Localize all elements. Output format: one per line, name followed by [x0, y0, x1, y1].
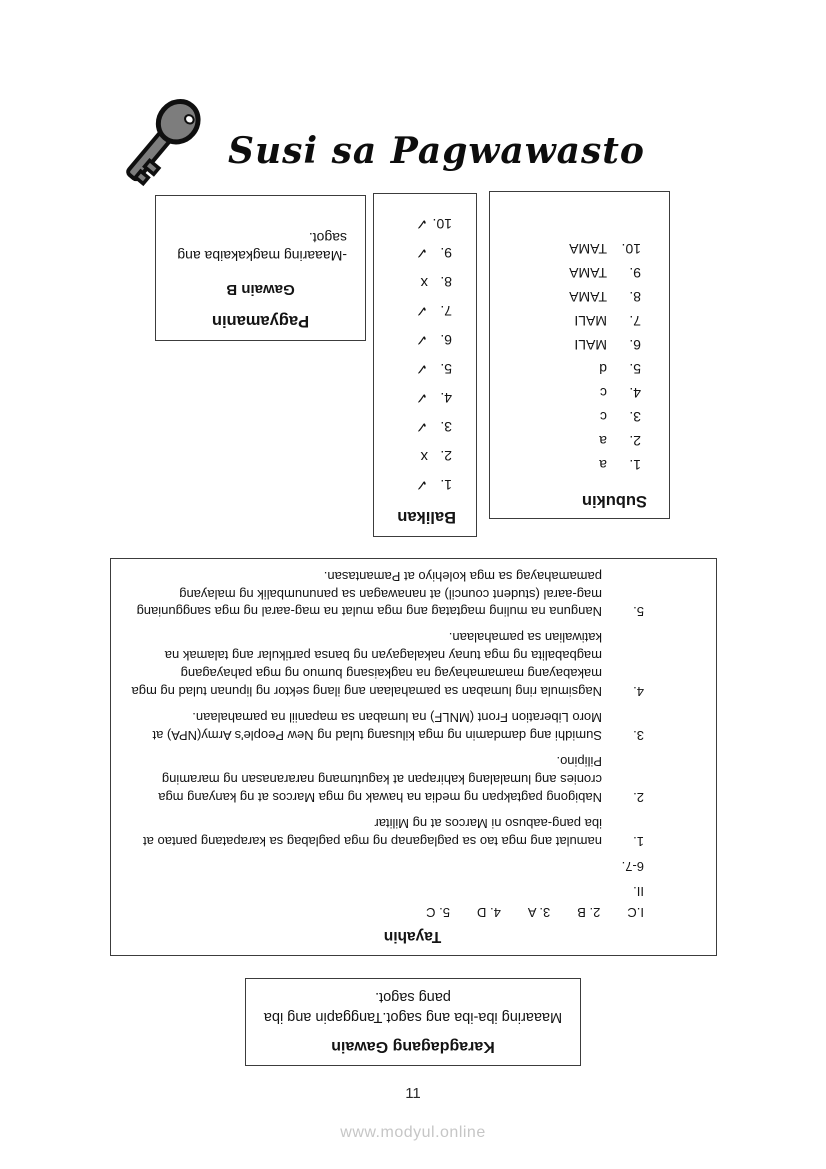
- subukin-item: [490, 357, 641, 381]
- answer-value: MALI: [574, 313, 607, 329]
- check-mark: ✓: [415, 389, 428, 407]
- tayahin-box: [110, 558, 717, 956]
- tayahin-item: [129, 629, 644, 701]
- check-mark: ✓: [415, 215, 428, 233]
- item-text: Sumidhi ang damdamin ng mga kilusang tulad ng New People's Army(NPA) at Moro Liberation Front (MNLF) na lumaban sa mapaniil na pamahalaan.: [152, 710, 602, 744]
- tayahin-roman-numeral: II.: [633, 883, 644, 899]
- tayahin-item: [129, 708, 644, 744]
- item-number: 4.: [440, 390, 452, 407]
- item-number: 9.: [440, 245, 452, 262]
- subukin-item: [490, 405, 641, 429]
- item-number: 4.: [633, 684, 644, 700]
- tayahin-title: Tayahin: [383, 928, 442, 945]
- subukin-item: [490, 381, 641, 405]
- subukin-item: [490, 309, 641, 333]
- answer-value: d: [599, 361, 607, 377]
- item-number: 7.: [629, 313, 641, 329]
- balikan-item: [374, 239, 452, 268]
- item-text: namulat ang mga tao sa paglaganap ng mga paglabag sa karapatang pantao at iba pang-aabuso ni Marcos at ng Militar: [143, 815, 602, 849]
- pagyamanin-note: -Maaaring magkakaiba ang sagot.: [177, 229, 347, 264]
- balikan-item: [374, 210, 452, 239]
- answer-token: 3. A: [527, 904, 551, 920]
- tayahin-item: [129, 752, 644, 806]
- key-icon: [102, 92, 212, 202]
- balikan-item: [374, 297, 452, 326]
- balikan-item: [374, 471, 452, 500]
- item-text: Nanguna na muling magtatag ang mga mulat na mag-aaral ng mga sangguniang mag-aaral (student council) at nanawagan sa panunumbalik ng malayang pamamahayag sa mga kolehiyo at Pamantasan.: [136, 568, 602, 620]
- tayahin-item: [129, 814, 644, 850]
- item-number: 3.: [629, 409, 641, 425]
- tayahin-multiple-choice-answers: [129, 903, 644, 921]
- answer-token: I.C: [627, 904, 644, 920]
- item-number: 1.: [440, 477, 452, 494]
- check-mark: ✓: [415, 360, 428, 378]
- answer-value: c: [600, 409, 607, 425]
- item-number: 2.: [633, 789, 644, 805]
- balikan-item: [374, 268, 452, 297]
- item-number: 8.: [629, 289, 641, 305]
- check-mark: ✓: [415, 302, 428, 320]
- item-text: Nabigong pagtakpan ng media na hawak ng mga Marcos at ng kanyang mga cronies ang lumalalang kahirapan at kagutumang nararanasan ng maraming Pilipino.: [158, 754, 602, 805]
- check-mark: ✓: [415, 331, 428, 349]
- page-title: Susi sa Pagwawasto: [228, 130, 645, 172]
- pagyamanin-box: [155, 195, 366, 341]
- subukin-item: [490, 333, 641, 357]
- item-number: 6.: [440, 332, 452, 349]
- answer-value: a: [599, 457, 607, 473]
- answer-token: 2. B: [577, 904, 601, 920]
- page-number: 11: [405, 1085, 421, 1102]
- answer-token: 5. C: [426, 904, 450, 920]
- item-number: 7.: [440, 303, 452, 320]
- balikan-item: [374, 442, 452, 471]
- tayahin-item: [129, 567, 644, 621]
- balikan-item: [374, 384, 452, 413]
- check-mark: ✓: [415, 244, 428, 262]
- tayahin-content: [111, 559, 716, 955]
- item-number: 4.: [629, 385, 641, 401]
- subukin-item: [490, 237, 641, 261]
- karagdagang-text: Maaaring iba-iba ang sagot.Tanggapin ang iba pang sagot.: [263, 989, 563, 1025]
- check-mark: ✓: [415, 476, 428, 494]
- answer-value: a: [599, 433, 607, 449]
- watermark-text: www.modyul.online: [340, 1124, 486, 1141]
- karagdagang-gawain-box: [245, 978, 581, 1066]
- item-number: 8.: [440, 274, 452, 291]
- subukin-content: [490, 192, 669, 518]
- answer-value: TAMA: [569, 289, 607, 305]
- item-number: 6.: [629, 337, 641, 353]
- karagdagang-title: Karagdagang Gawain: [331, 1038, 495, 1055]
- item-number: 1.: [629, 457, 641, 473]
- answer-value: MALI: [574, 337, 607, 353]
- item-number: 9.: [629, 265, 641, 281]
- item-number: 2.: [440, 448, 452, 465]
- pagyamanin-content: [156, 196, 365, 340]
- subukin-title: Subukin: [581, 492, 647, 510]
- item-number: 5.: [629, 361, 641, 377]
- balikan-box: [373, 193, 477, 537]
- answer-value: c: [600, 385, 607, 401]
- answer-value: TAMA: [569, 265, 607, 281]
- pagyamanin-subtitle: Gawain B: [226, 281, 295, 298]
- balikan-item: [374, 326, 452, 355]
- item-number: 1.: [633, 833, 644, 849]
- answer-token: 4. D: [476, 904, 501, 920]
- item-number: 10.: [432, 216, 452, 233]
- balikan-item: [374, 355, 452, 384]
- answer-value: TAMA: [569, 241, 607, 257]
- balikan-title: Balikan: [397, 508, 456, 526]
- x-mark: x: [420, 448, 428, 465]
- balikan-item: [374, 413, 452, 442]
- balikan-content: [374, 194, 476, 536]
- subukin-item: [490, 453, 641, 477]
- subukin-item: [490, 261, 641, 285]
- item-number: 2.: [629, 433, 641, 449]
- item-text: Nagsimula ring lumaban sa pamahalaan ang ilang sektor ng lipunan tulad ng mga makabayang mamamahayag na nagkaisang bumuo ng mga pahayagang magbabalita ng mga tunay nakalagayan ng bansa partikular ang talamak na katiwalian sa pamahalaan.: [131, 630, 602, 700]
- subukin-item: [490, 285, 641, 309]
- item-number: 5.: [633, 604, 644, 620]
- tayahin-range-label: 6-7.: [621, 858, 644, 874]
- karagdagang-content: [246, 979, 580, 1065]
- item-number: 10.: [621, 241, 641, 257]
- subukin-item: [490, 429, 641, 453]
- x-mark: x: [420, 274, 428, 291]
- item-number: 3.: [440, 419, 452, 436]
- subukin-box: [489, 191, 670, 519]
- pagyamanin-title: Pagyamanin: [211, 312, 310, 330]
- item-number: 3.: [633, 728, 644, 744]
- check-mark: ✓: [415, 418, 428, 436]
- item-number: 5.: [440, 361, 452, 378]
